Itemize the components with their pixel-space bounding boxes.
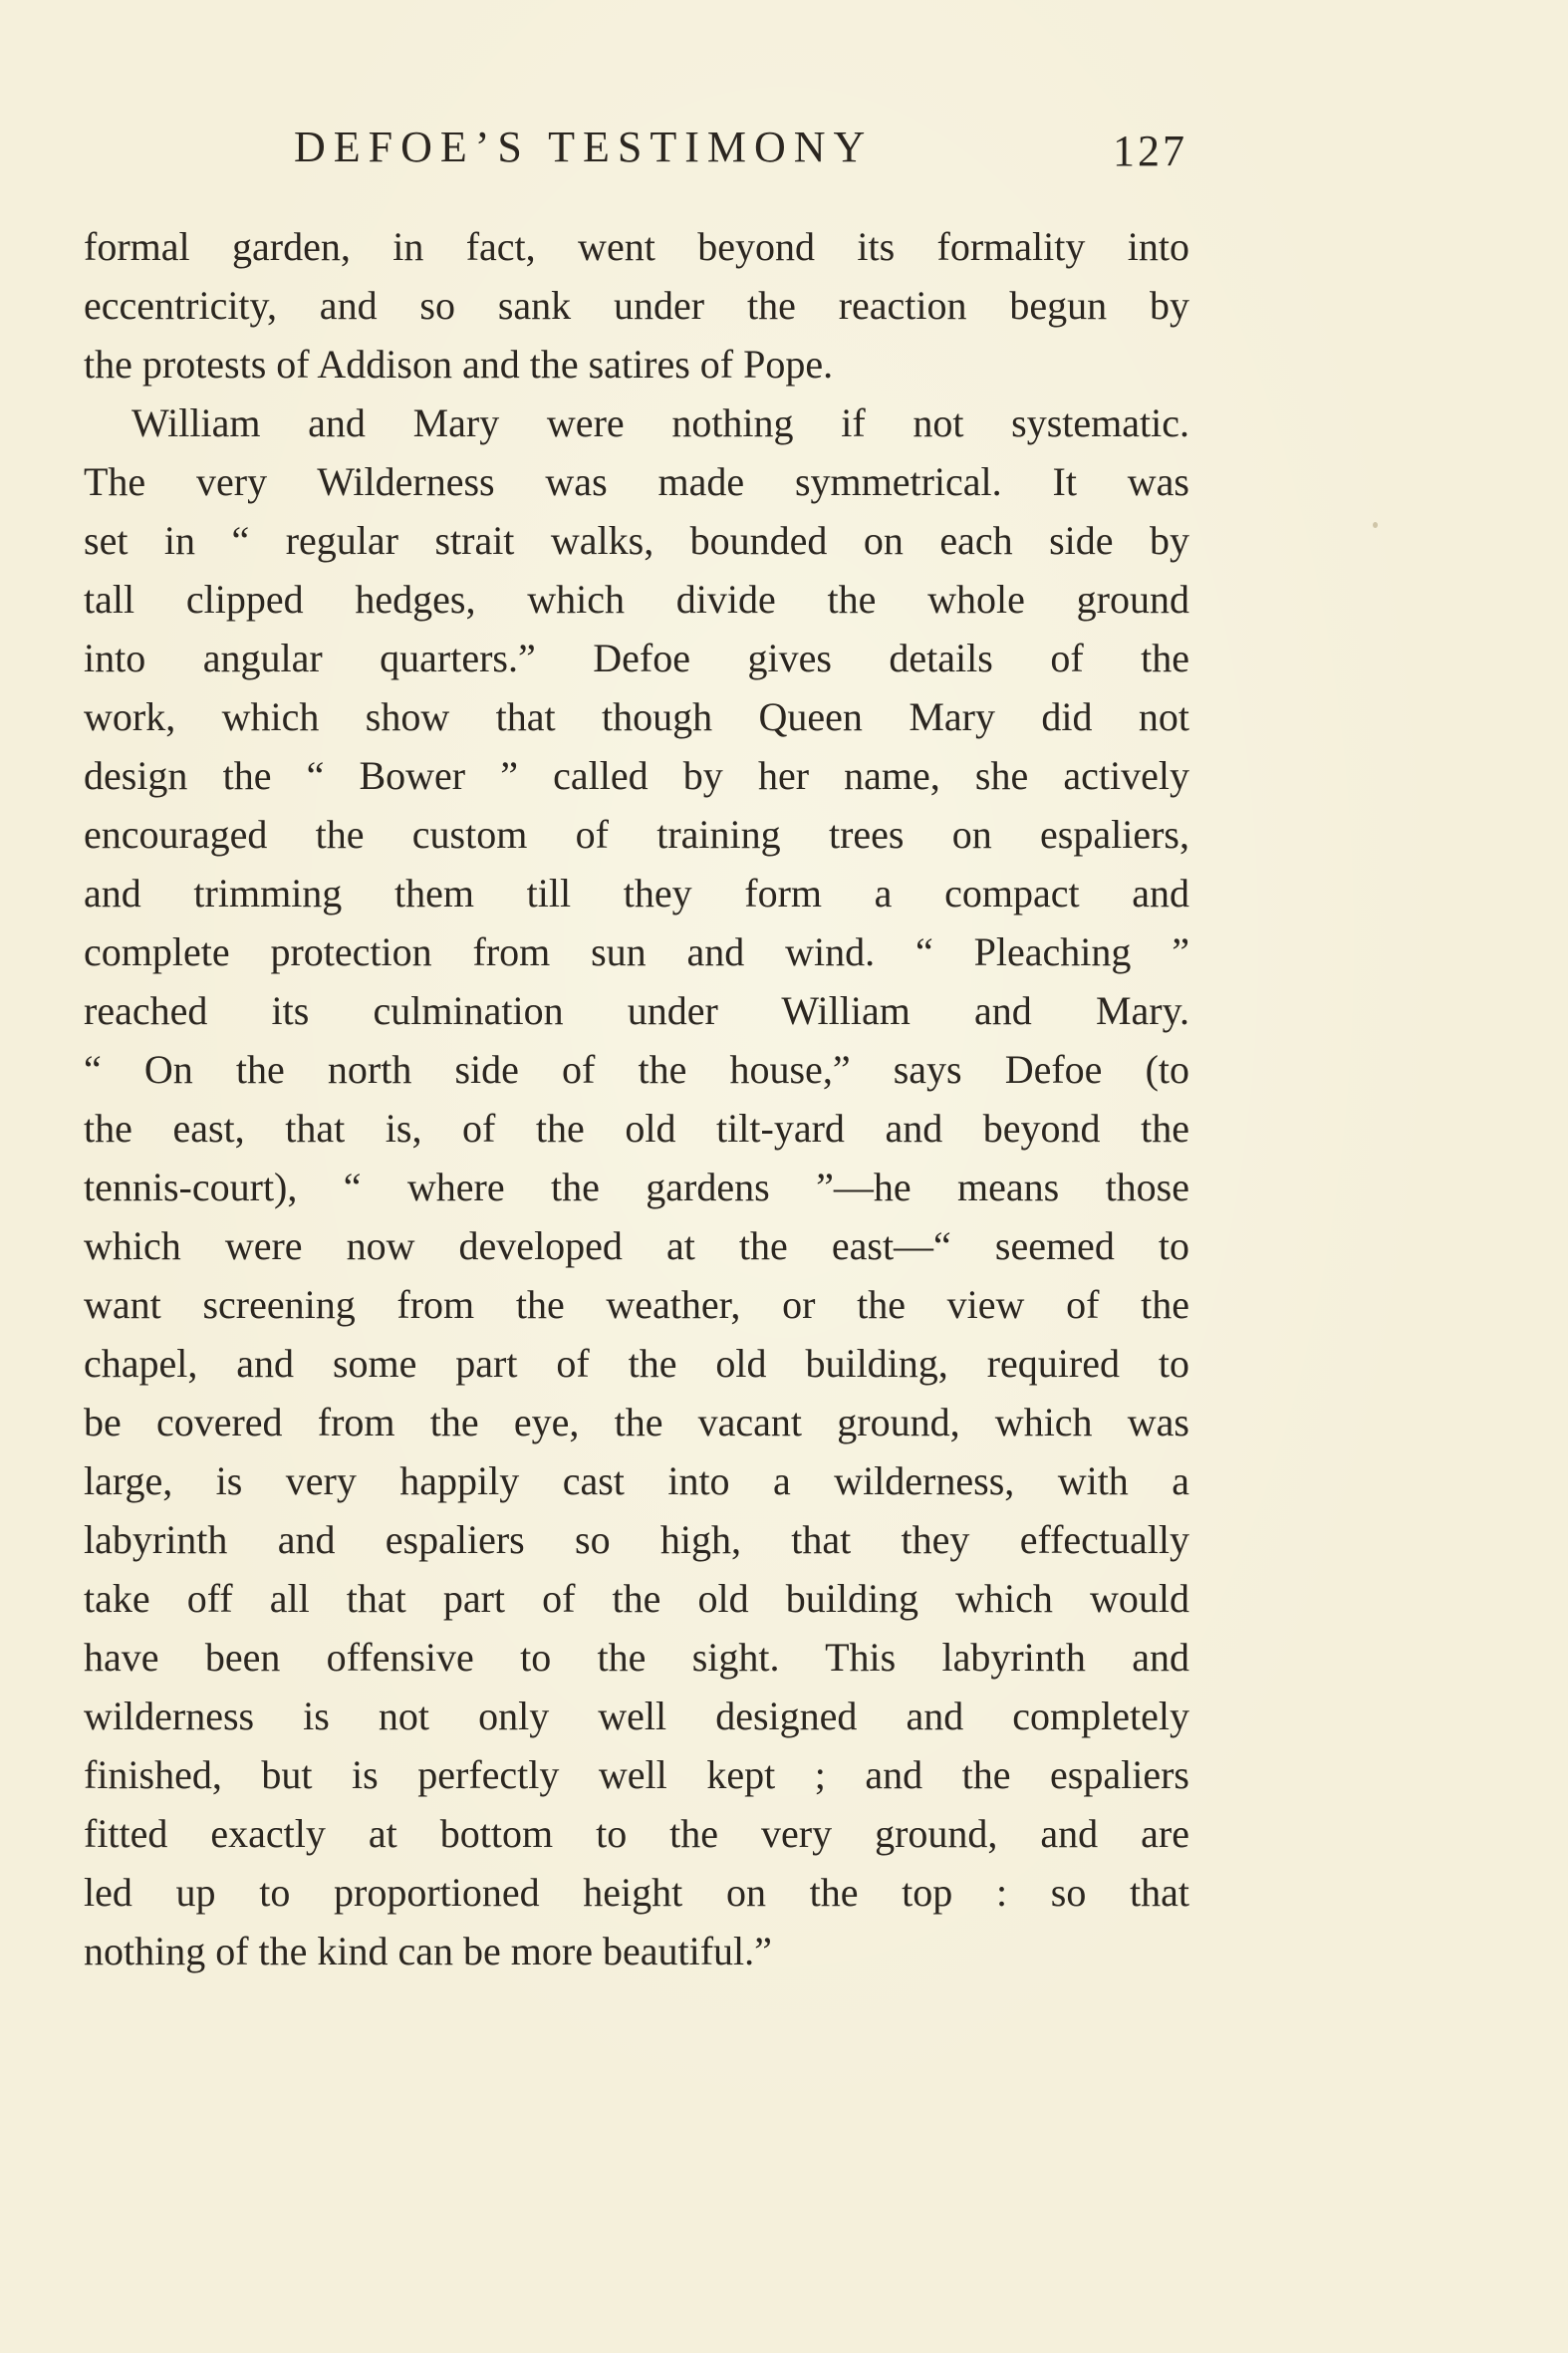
- text-line: reached its culmination under William and Mary.: [84, 988, 1189, 1033]
- text-line: take off all that part of the old building which would: [84, 1576, 1189, 1621]
- text-line: tall clipped hedges, which divide the whole ground: [84, 577, 1189, 622]
- text-line: eccentricity, and so sank under the reaction begun by: [84, 283, 1189, 328]
- text-line: into angular quarters.” Defoe gives details of the: [84, 636, 1189, 680]
- text-line: encouraged the custom of training trees on espaliers,: [84, 812, 1189, 857]
- text-line: finished, but is perfectly well kept ; and the espaliers: [84, 1752, 1189, 1797]
- text-line: want screening from the weather, or the view of the: [84, 1282, 1189, 1327]
- text-line: nothing of the kind can be more beautiful.”: [84, 1929, 772, 1973]
- text-line: the east, that is, of the old tilt-yard and beyond the: [84, 1106, 1189, 1151]
- running-head: DEFOE’S TESTIMONY: [294, 123, 874, 171]
- text-line: which were now developed at the east—“ seemed to: [84, 1223, 1189, 1268]
- text-line: set in “ regular strait walks, bounded on each side by: [84, 518, 1189, 563]
- text-line: The very Wilderness was made symmetrical. It was: [84, 459, 1189, 504]
- text-line: “ On the north side of the house,” says Defoe (to: [84, 1047, 1189, 1092]
- text-line: work, which show that though Queen Mary did not: [84, 694, 1189, 739]
- text-line: wilderness is not only well designed and completely: [84, 1694, 1189, 1738]
- text-line: chapel, and some part of the old building, required to: [84, 1341, 1189, 1386]
- text-line: be covered from the eye, the vacant ground, which was: [84, 1400, 1189, 1444]
- text-line: labyrinth and espaliers so high, that they effectually: [84, 1517, 1189, 1562]
- text-line: large, is very happily cast into a wilderness, with a: [84, 1458, 1189, 1503]
- text-line: tennis-court), “ where the gardens ”—he means those: [84, 1165, 1189, 1209]
- paragraph-start-line: William and Mary were nothing if not systematic.: [131, 400, 1189, 445]
- text-line: and trimming them till they form a compact and: [84, 871, 1189, 915]
- body-text: [84, 217, 1189, 1980]
- text-line: complete protection from sun and wind. “ Pleaching ”: [84, 929, 1189, 974]
- paper-speck: [1373, 522, 1378, 528]
- page-number: 127: [1113, 127, 1187, 175]
- text-line: formal garden, in fact, went beyond its formality into: [84, 224, 1189, 269]
- page-header: [82, 118, 1187, 177]
- text-line: fitted exactly at bottom to the very ground, and are: [84, 1811, 1189, 1856]
- text-line: have been offensive to the sight. This labyrinth and: [84, 1635, 1189, 1680]
- text-line: the protests of Addison and the satires of Pope.: [84, 342, 834, 387]
- text-line: design the “ Bower ” called by her name, she actively: [84, 753, 1189, 798]
- text-line: led up to proportioned height on the top : so that: [84, 1870, 1189, 1915]
